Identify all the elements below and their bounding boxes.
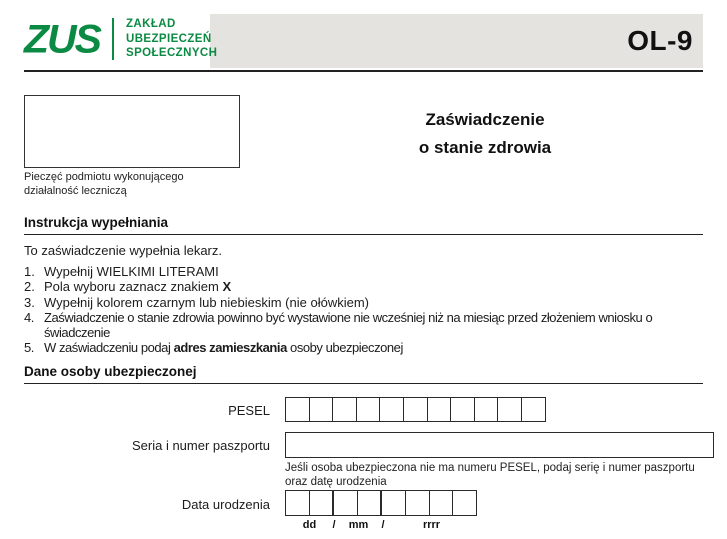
instruction-item-5: 5. W zaświadczeniu podaj adres zamieszkania osoby ubezpieczonej xyxy=(24,340,403,356)
org-name xyxy=(126,17,217,61)
org-line: UBEZPIECZEŃ xyxy=(126,32,212,45)
form-code-band xyxy=(210,14,703,68)
pesel-input-boxes[interactable] xyxy=(285,397,546,422)
pesel-box-cell[interactable] xyxy=(450,397,475,422)
instruction-item-4: 4. Zaświadczenie o stanie zdrowia powinno być wystawione nie wcześniej niż na miesiąc przed złożeniem wniosku o świadczenie xyxy=(24,309,653,341)
birth-date-box-cell[interactable] xyxy=(332,490,358,516)
instruction-item-2: 2. Pola wyboru zaznacz znakiem X xyxy=(24,279,232,295)
stamp-box[interactable] xyxy=(24,95,240,168)
pesel-box-cell[interactable] xyxy=(403,397,428,422)
org-line: ZAKŁAD xyxy=(126,18,176,31)
birth-date-label: Data urodzenia xyxy=(181,497,270,512)
zus-logo xyxy=(24,14,217,64)
date-format-rrrr: rrrr xyxy=(422,519,441,531)
birth-date-box-cell[interactable] xyxy=(357,490,382,516)
form-title: Zaświadczenie o stanie zdrowia xyxy=(418,110,552,157)
pesel-box-cell[interactable] xyxy=(497,397,522,422)
passport-input[interactable] xyxy=(285,432,714,458)
insured-person-heading: Dane osoby ubezpieczonej xyxy=(24,364,703,384)
birth-date-box-cell[interactable] xyxy=(285,490,310,516)
instruction-item-1: 1. Wypełnij WIELKIMI LITERAMI xyxy=(24,264,219,279)
birth-date-box-cell[interactable] xyxy=(309,490,334,516)
birth-date-box-cell[interactable] xyxy=(380,490,406,516)
pesel-box-cell[interactable] xyxy=(521,397,546,422)
birth-date-box-cell[interactable] xyxy=(429,490,454,516)
logo-divider xyxy=(112,18,114,60)
birth-date-box-cell[interactable] xyxy=(452,490,477,516)
instruction-item-3: 3. Wypełnij kolorem czarnym lub niebieskim (nie ołówkiem) xyxy=(24,294,369,310)
header-rule xyxy=(24,70,703,72)
pesel-box-cell[interactable] xyxy=(356,397,381,422)
pesel-box-cell[interactable] xyxy=(427,397,452,422)
date-format-slash: / xyxy=(332,519,336,531)
date-format-slash: / xyxy=(381,519,385,531)
birth-date-box-cell[interactable] xyxy=(405,490,430,516)
instructions-list xyxy=(24,264,710,356)
pesel-box-cell[interactable] xyxy=(474,397,499,422)
pesel-box-cell[interactable] xyxy=(309,397,334,422)
pesel-box-cell[interactable] xyxy=(379,397,404,422)
date-format-mm: mm xyxy=(348,519,369,531)
date-format-dd: dd xyxy=(302,519,317,531)
form-code: OL-9 xyxy=(627,25,693,56)
instructions-intro: To zaświadczenie wypełnia lekarz. xyxy=(24,243,222,258)
passport-note: Jeśli osoba ubezpieczona nie ma numeru PESEL, podaj serię i numer paszportu oraz datę urodzenia xyxy=(285,462,695,488)
pesel-box-cell[interactable] xyxy=(332,397,357,422)
org-line: SPOŁECZNYCH xyxy=(126,47,218,60)
instructions-heading: Instrukcja wypełniania xyxy=(24,215,703,235)
stamp-caption: Pieczęć podmiotu wykonującego działalność leczniczą xyxy=(24,171,184,197)
birth-date-input-boxes[interactable] xyxy=(285,490,477,516)
pesel-label: PESEL xyxy=(228,403,270,418)
passport-label: Seria i numer paszportu xyxy=(131,438,270,453)
zus-logo-mark: ZUS xyxy=(24,16,100,62)
pesel-box-cell[interactable] xyxy=(285,397,310,422)
